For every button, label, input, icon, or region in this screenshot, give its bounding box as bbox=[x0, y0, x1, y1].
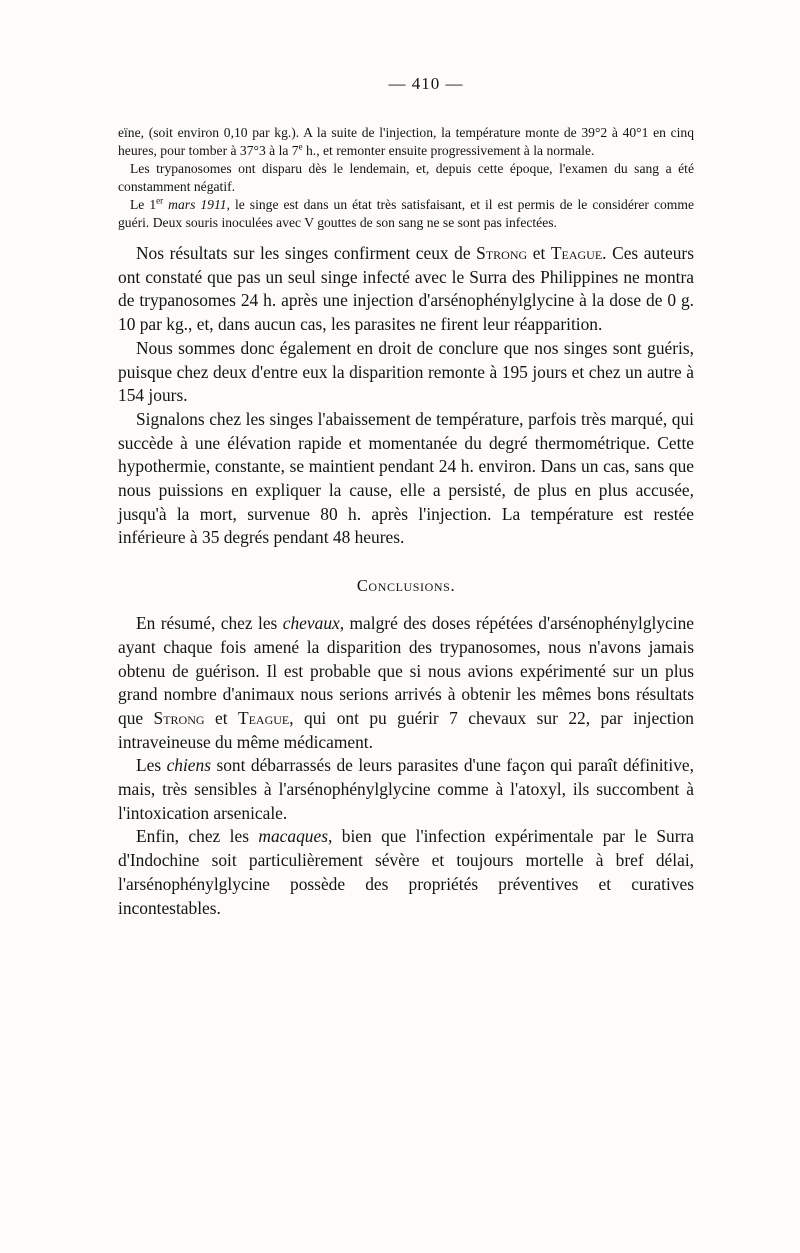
emphasis: macaques, bbox=[258, 826, 333, 847]
body-text: , qui ont pu guérir 7 chevaux sur 22, par injection intraveineuse du même médicament. bbox=[118, 707, 694, 752]
section-heading: Conclusions. bbox=[356, 576, 456, 596]
body-text: malgré des doses répétées d'arsénophénylglycine ayant chaque fois amené la disparition des trypanosomes, nous n'avons jamais obtenu de guérison. Il est probable que si nous avions expérimenté sur un plus grand nombre d'animaux nous serions arrivés à obtenir les mêmes bons résultats que bbox=[118, 613, 695, 728]
note-paragraph-1 bbox=[118, 124, 694, 160]
body-text: sont débarrassés de leurs parasites d'une façon qui paraît définitive, mais, très sensibles à l'arsénophénylglycine comme à l'atoxyl, ils succombent à l'intoxication arsenicale. bbox=[118, 755, 694, 823]
body-paragraph-1 bbox=[118, 242, 694, 337]
page bbox=[118, 74, 694, 920]
body-paragraph-2: Nous sommes donc également en droit de conclure que nos singes sont guéris, puisque chez deux d'entre eux la disparition remonte à 195 jours et chez un autre à 154 jours. bbox=[118, 337, 694, 406]
body-text: et bbox=[527, 243, 551, 263]
note-paragraph-3 bbox=[118, 196, 694, 232]
author-name: Strong bbox=[476, 243, 528, 263]
body-text: Enfin, chez les bbox=[136, 826, 259, 847]
author-name: Teague bbox=[237, 707, 290, 728]
body-text: et bbox=[204, 707, 238, 728]
note-paragraph-2: Les trypanosomes ont disparu dès le lendemain, et, depuis cette époque, l'examen du sang a été constamment négatif. bbox=[118, 161, 694, 194]
note-date: mars 1911, bbox=[163, 197, 230, 212]
emphasis: chiens bbox=[166, 755, 211, 776]
note-text: h., et remonter ensuite progressivement à la normale. bbox=[302, 143, 595, 158]
body-text: Nos résultats sur les singes confirment ceux de bbox=[136, 243, 477, 263]
note-text: Le 1 bbox=[130, 197, 157, 212]
author-name: Teague bbox=[550, 243, 603, 263]
body-paragraph-3: Signalons chez les singes l'abaissement de température, parfois très marqué, qui succède à une élévation rapide et momentanée du degré thermométrique. Cette hypothermie, constante, se maintient pendant 24 h. environ. Dans un cas, sans que nous puissions en expliquer la cause, elle a persisté, de plus en plus accusée, jusqu'à la mort, survenue 80 h. après l'injection. La température est restée inférieure à 35 degrés pendant 48 heures. bbox=[118, 408, 694, 548]
conclusions-paragraph-2 bbox=[118, 754, 694, 825]
note-text: le singe est dans un état très satisfaisant, et il est permis de le considérer comme guéri. Deux souris inoculées avec V gouttes de son sang ne se sont pas infectées. bbox=[118, 197, 694, 230]
note-text: eïne, (soit environ 0,10 par kg.). A la suite de l'injection, la température monte de 39°2 à 40°1 en cinq heures, pour tomber à 37°3 à la 7 bbox=[118, 125, 694, 158]
emphasis: chevaux, bbox=[282, 613, 345, 634]
body-text: En résumé, chez les bbox=[136, 613, 283, 634]
superscript: er bbox=[156, 195, 164, 206]
body-text: . Ces auteurs ont constaté que pas un seul singe infecté avec le Surra des Philippines ne montra de trypanosomes 24 h. après une injection d'arsénophénylglycine à la dose de 0 g. 10 par kg., et, dans aucun cas, les parasites ne firent leur réapparition. bbox=[118, 243, 694, 335]
conclusions-paragraph-3 bbox=[118, 825, 694, 920]
page-number: — 410 — bbox=[388, 74, 464, 93]
superscript: e bbox=[298, 141, 303, 152]
body-text: bien que l'infection expérimentale par le Surra d'Indochine soit particulièrement sévère et toujours mortelle à bref délai, l'arsénophénylglycine possède des propriétés préventives et curatives incontestables. bbox=[118, 826, 694, 918]
body-text: Les bbox=[136, 755, 167, 776]
author-name: Strong bbox=[153, 707, 205, 728]
conclusions-paragraph-1 bbox=[118, 612, 694, 754]
